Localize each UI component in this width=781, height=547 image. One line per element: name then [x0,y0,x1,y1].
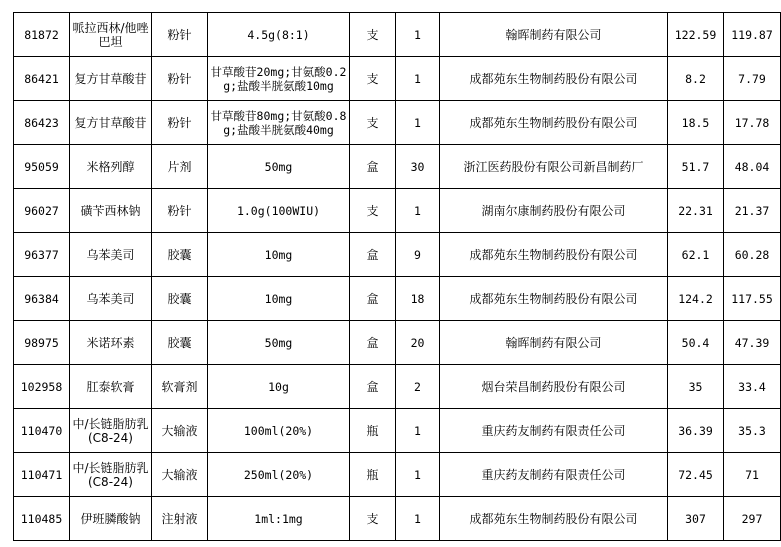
dosage-form-cell: 片剂 [152,145,208,189]
dosage-form-cell: 粉针 [152,101,208,145]
table-row [14,145,781,189]
specification-text: 甘草酸苷20mg;甘氨酸0.2g;盐酸半胱氨酸10mg [210,64,347,93]
quantity-cell: 1 [396,453,440,497]
drug-code-cell: 96027 [14,189,70,233]
drug-code-cell: 86421 [14,57,70,101]
drug-code-cell: 96377 [14,233,70,277]
dosage-form-cell: 胶囊 [152,233,208,277]
drug-name-cell: 米诺环素 [70,321,152,365]
dosage-form-cell: 大输液 [152,453,208,497]
dosage-form-cell: 粉针 [152,57,208,101]
unit-cell: 盒 [350,145,396,189]
specification-cell [208,13,350,57]
drug-name-cell: 中/长链脂肪乳(C8-24) [70,409,152,453]
drug-name-cell: 乌苯美司 [70,277,152,321]
drug-name-cell: 伊班膦酸钠 [70,497,152,541]
unit-cell: 盒 [350,233,396,277]
drug-code-cell: 110470 [14,409,70,453]
drug-code-cell: 96384 [14,277,70,321]
drug-name-cell: 复方甘草酸苷 [70,101,152,145]
price-cell: 307 [668,497,724,541]
manufacturer-cell: 浙江医药股份有限公司新昌制药厂 [440,145,668,189]
drug-code-cell: 98975 [14,321,70,365]
unit-cell: 支 [350,101,396,145]
drug-code-cell: 95059 [14,145,70,189]
drug-name-cell: 磺苄西林钠 [70,189,152,233]
unit-cell: 支 [350,13,396,57]
price-cell: 48.04 [724,145,781,189]
price-cell: 21.37 [724,189,781,233]
price-cell: 60.28 [724,233,781,277]
specification-cell [208,365,350,409]
price-cell: 122.59 [668,13,724,57]
specification-text: 4.5g(8:1) [247,27,310,42]
manufacturer-cell: 湖南尔康制药股份有限公司 [440,189,668,233]
dosage-form-cell: 胶囊 [152,321,208,365]
price-cell: 50.4 [668,321,724,365]
table-row [14,101,781,145]
quantity-cell: 1 [396,13,440,57]
manufacturer-cell: 成都苑东生物制药股份有限公司 [440,277,668,321]
table-row [14,57,781,101]
specification-text: 1ml:1mg [254,511,303,526]
quantity-cell: 1 [396,409,440,453]
price-cell: 71 [724,453,781,497]
price-cell: 62.1 [668,233,724,277]
price-cell: 51.7 [668,145,724,189]
unit-cell: 瓶 [350,453,396,497]
specification-cell [208,57,350,101]
table-row [14,321,781,365]
quantity-cell: 2 [396,365,440,409]
quantity-cell: 30 [396,145,440,189]
manufacturer-cell: 烟台荣昌制药股份有限公司 [440,365,668,409]
price-cell: 47.39 [724,321,781,365]
unit-cell: 盒 [350,321,396,365]
specification-cell [208,497,350,541]
price-cell: 22.31 [668,189,724,233]
drug-name-cell: 乌苯美司 [70,233,152,277]
quantity-cell: 20 [396,321,440,365]
dosage-form-cell: 注射液 [152,497,208,541]
specification-text: 50mg [264,159,293,174]
quantity-cell: 1 [396,497,440,541]
price-cell: 117.55 [724,277,781,321]
unit-cell: 支 [350,189,396,233]
quantity-cell: 18 [396,277,440,321]
dosage-form-cell: 软膏剂 [152,365,208,409]
price-cell: 119.87 [724,13,781,57]
drug-name-cell: 中/长链脂肪乳(C8-24) [70,453,152,497]
drug-code-cell: 110471 [14,453,70,497]
table-row [14,13,781,57]
specification-text: 甘草酸苷80mg;甘氨酸0.8g;盐酸半胱氨酸40mg [210,108,347,137]
dosage-form-cell: 粉针 [152,189,208,233]
dosage-form-cell: 大输液 [152,409,208,453]
specification-cell [208,145,350,189]
drug-code-cell: 81872 [14,13,70,57]
price-cell: 124.2 [668,277,724,321]
specification-cell [208,453,350,497]
price-cell: 36.39 [668,409,724,453]
drug-code-cell: 110485 [14,497,70,541]
price-cell: 35.3 [724,409,781,453]
table-row [14,233,781,277]
manufacturer-cell: 成都苑东生物制药股份有限公司 [440,497,668,541]
manufacturer-cell: 成都苑东生物制药股份有限公司 [440,233,668,277]
price-cell: 7.79 [724,57,781,101]
manufacturer-cell: 成都苑东生物制药股份有限公司 [440,101,668,145]
price-cell: 72.45 [668,453,724,497]
specification-cell [208,409,350,453]
drug-code-cell: 86423 [14,101,70,145]
table-row [14,497,781,541]
manufacturer-cell: 成都苑东生物制药股份有限公司 [440,57,668,101]
unit-cell: 盒 [350,277,396,321]
price-cell: 8.2 [668,57,724,101]
specification-text: 10g [268,379,289,394]
specification-cell [208,233,350,277]
drug-name-cell: 肛泰软膏 [70,365,152,409]
drug-price-table [13,12,781,541]
dosage-form-cell: 粉针 [152,13,208,57]
specification-cell [208,321,350,365]
dosage-form-cell: 胶囊 [152,277,208,321]
drug-name-cell: 复方甘草酸苷 [70,57,152,101]
quantity-cell: 1 [396,101,440,145]
table-row [14,189,781,233]
price-cell: 33.4 [724,365,781,409]
specification-text: 10mg [264,247,293,262]
table-body [14,13,781,541]
specification-text: 50mg [264,335,293,350]
drug-name-cell: 哌拉西林/他唑巴坦 [70,13,152,57]
specification-cell [208,189,350,233]
price-cell: 297 [724,497,781,541]
table-row [14,277,781,321]
quantity-cell: 1 [396,57,440,101]
unit-cell: 支 [350,497,396,541]
specification-cell [208,101,350,145]
unit-cell: 支 [350,57,396,101]
quantity-cell: 9 [396,233,440,277]
manufacturer-cell: 翰晖制药有限公司 [440,13,668,57]
unit-cell: 盒 [350,365,396,409]
drug-name-cell: 米格列醇 [70,145,152,189]
specification-cell [208,277,350,321]
manufacturer-cell: 重庆药友制药有限责任公司 [440,409,668,453]
price-cell: 18.5 [668,101,724,145]
quantity-cell: 1 [396,189,440,233]
specification-text: 10mg [264,291,293,306]
drug-code-cell: 102958 [14,365,70,409]
price-cell: 35 [668,365,724,409]
specification-text: 100ml(20%) [243,423,314,438]
table-row [14,409,781,453]
specification-text: 250ml(20%) [243,467,314,482]
price-cell: 17.78 [724,101,781,145]
unit-cell: 瓶 [350,409,396,453]
table-row [14,453,781,497]
specification-text: 1.0g(100WIU) [236,203,321,218]
manufacturer-cell: 翰晖制药有限公司 [440,321,668,365]
table-row [14,365,781,409]
manufacturer-cell: 重庆药友制药有限责任公司 [440,453,668,497]
